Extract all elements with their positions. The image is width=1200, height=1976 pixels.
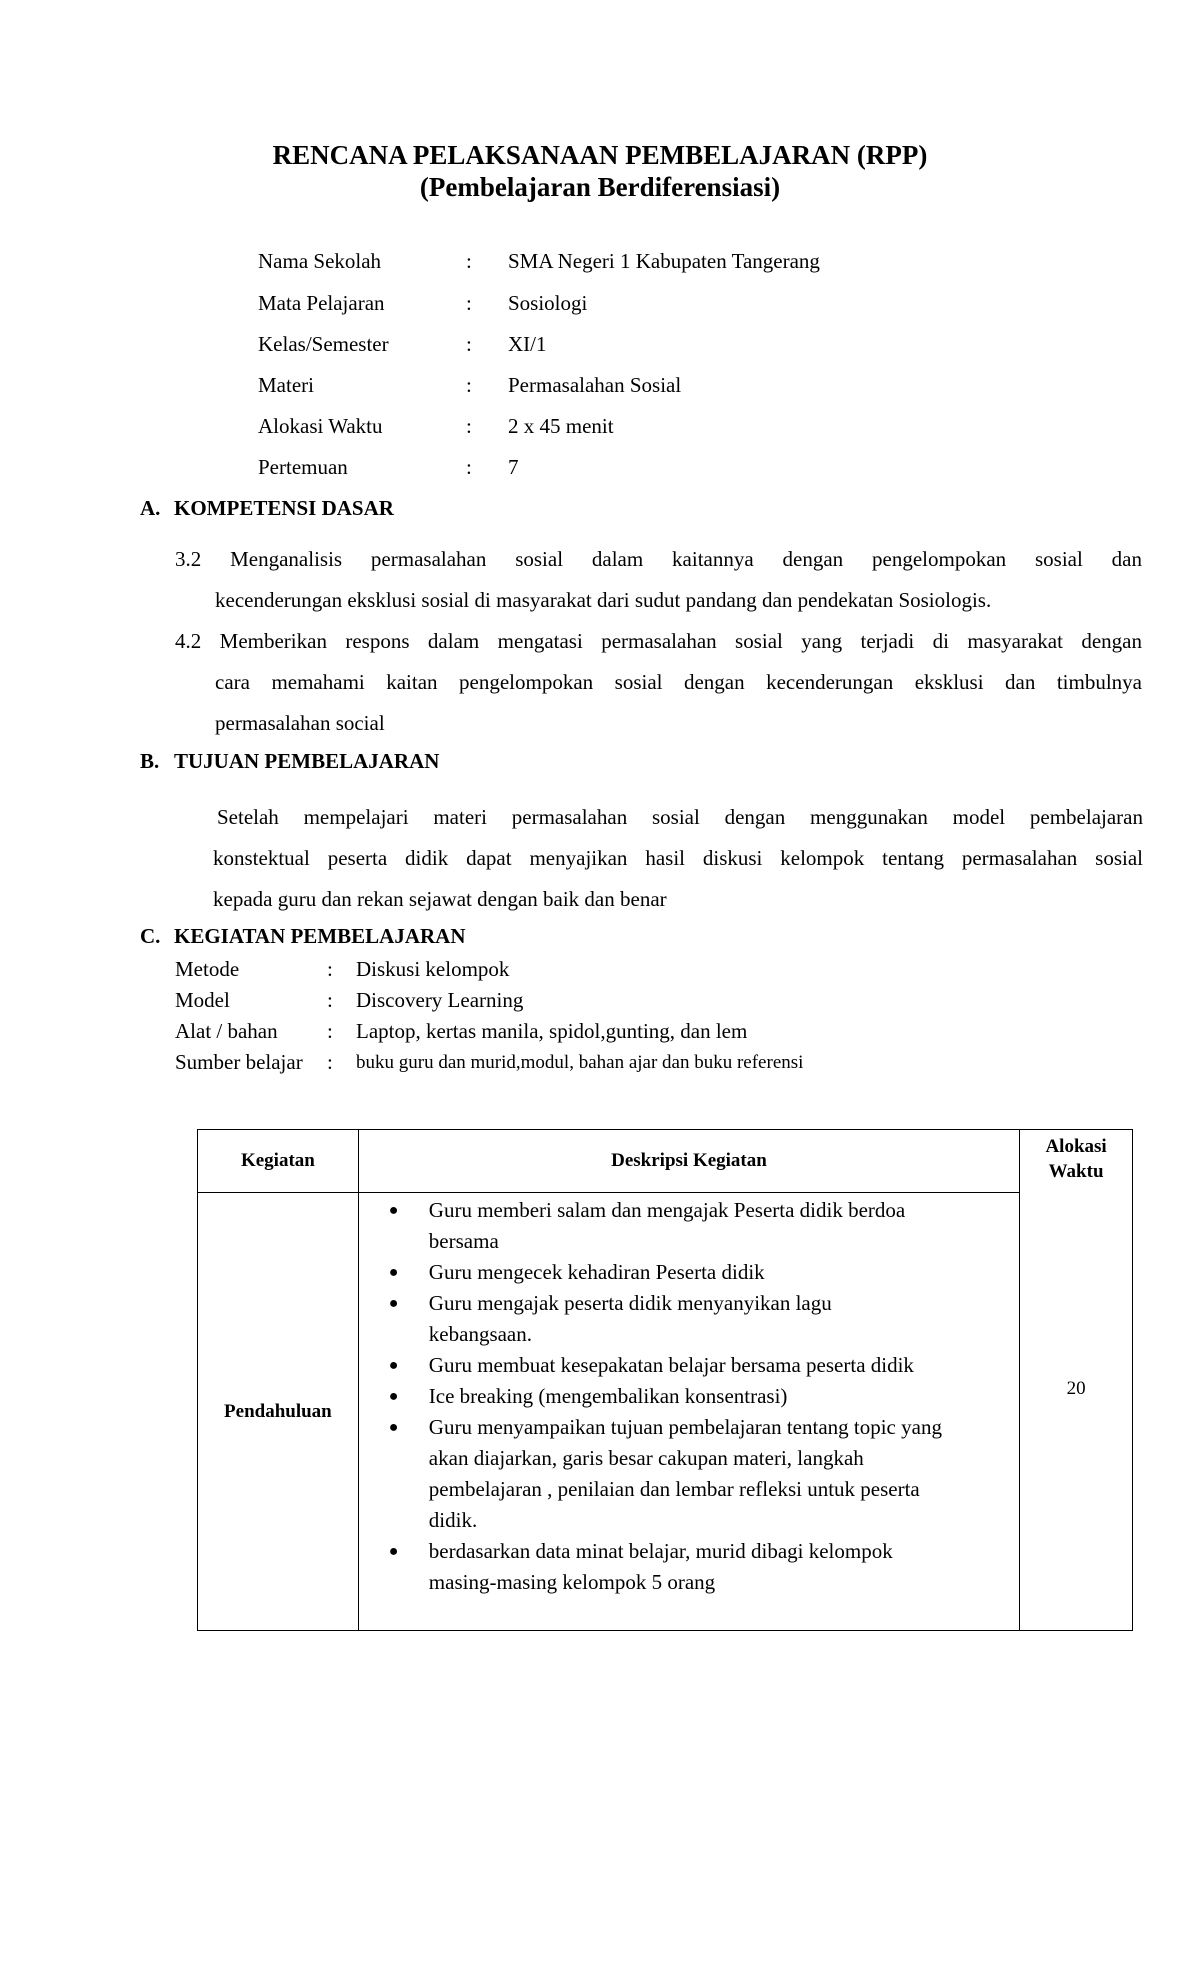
tujuan-line: Setelah mempelajari materi permasalahan sosial dengan menggunakan model pembelajaran [217,805,1143,829]
item-line: akan diajarkan, garis besar cakupan materi, langkah [428,1446,864,1470]
identity-colon: : [466,249,472,273]
list-item [389,1350,1019,1381]
kd2-line: cara memahami kaitan pengelompokan sosial dengan kecenderungan eksklusi dan timbulnya [215,670,1142,694]
item-line: Guru menyampaikan tujuan pembelajaran tentang topic yang [428,1415,942,1439]
meta-label: Sumber belajar [175,1050,303,1074]
document-title: RENCANA PELAKSANAAN PEMBELAJARAN (RPP) [272,140,928,170]
header-alokasi-line: Waktu [1048,1161,1104,1182]
section-letter: B. [140,749,160,773]
bullet-icon: ● [388,1419,399,1436]
cell-deskripsi [358,1193,1019,1631]
bullet-icon: ● [388,1202,399,1219]
identity-value: SMA Negeri 1 Kabupaten Tangerang [508,249,820,273]
kompetensi-dasar-1 [175,539,1142,621]
tujuan-line: konstektual peserta didik dapat menyajikan hasil diskusi kelompok tentang permasalahan sosial [213,846,1143,870]
meta-value: Discovery Learning [356,988,524,1012]
kd1-line: kecenderungan eksklusi sosial di masyarakat dari sudut pandang dan pendekatan Sosiologis. [215,588,992,612]
cell-kegiatan: Pendahuluan [198,1193,359,1631]
list-item [389,1257,1019,1288]
item-line: berdasarkan data minat belajar, murid dibagi kelompok [428,1539,893,1563]
header-kegiatan: Kegiatan [198,1130,359,1193]
item-line: Ice breaking (mengembalikan konsentrasi) [428,1384,788,1408]
list-item [389,1381,1019,1412]
header-alokasi-line: Alokasi [1045,1136,1107,1157]
identity-label: Mata Pelajaran [258,291,385,315]
section-b-heading [140,746,439,776]
document-subtitle: (Pembelajaran Berdiferensiasi) [419,172,781,202]
meta-colon: : [327,988,333,1012]
identity-colon: : [466,373,472,397]
item-line: Guru mengecek kehadiran Peserta didik [428,1260,765,1284]
section-title: TUJUAN PEMBELAJARAN [174,749,440,773]
identity-value: Sosiologi [508,291,588,315]
identity-label: Nama Sekolah [258,249,382,273]
identity-label: Materi [258,373,314,397]
header-deskripsi: Deskripsi Kegiatan [358,1130,1019,1193]
section-c-heading [140,921,466,951]
kd2-line: permasalahan social [215,711,385,735]
meta-value: Laptop, kertas manila, spidol,gunting, dan lem [356,1019,748,1043]
section-letter: A. [140,496,161,520]
bullet-icon: ● [388,1357,399,1374]
meta-colon: : [327,1050,333,1074]
identity-label: Alokasi Waktu [258,414,383,438]
identity-value: 7 [508,455,519,479]
identity-colon: : [466,332,472,356]
identity-value: XI/1 [508,332,547,356]
identity-label: Pertemuan [258,455,348,479]
activity-list [359,1195,1019,1598]
bullet-icon: ● [388,1388,399,1405]
identity-colon: : [466,455,472,479]
item-line: bersama [428,1229,499,1253]
kd2-line: 4.2 Memberikan respons dalam mengatasi permasalahan sosial yang terjadi di masyarakat dengan [175,629,1142,653]
meta-label: Metode [175,957,240,981]
table-header-row [198,1130,1133,1193]
header-alokasi [1020,1130,1133,1631]
meta-value: buku guru dan murid,modul, bahan ajar dan buku referensi [356,1052,804,1073]
meta-label: Alat / bahan [175,1019,278,1043]
item-line: didik. [428,1508,478,1532]
section-a-heading [140,493,394,523]
tujuan-line: kepada guru dan rekan sejawat dengan baik dan benar [213,887,667,911]
kd1-line: 3.2 Menganalisis permasalahan sosial dalam kaitannya dengan pengelompokan sosial dan [175,547,1142,571]
item-line: masing-masing kelompok 5 orang [428,1570,716,1594]
item-line: pembelajaran , penilaian dan lembar refleksi untuk peserta [428,1477,920,1501]
section-letter: C. [140,924,161,948]
meta-label: Model [175,988,230,1012]
item-line: Guru memberi salam dan mengajak Peserta didik berdoa [428,1198,906,1222]
identity-colon: : [466,291,472,315]
item-line: Guru mengajak peserta didik menyanyikan lagu [428,1291,832,1315]
list-item [389,1195,1019,1257]
list-item [389,1412,1019,1536]
section-title: KEGIATAN PEMBELAJARAN [174,924,466,948]
table-row [198,1193,1133,1631]
identity-value: 2 x 45 menit [508,414,614,438]
identity-value: Permasalahan Sosial [508,373,682,397]
meta-value: Diskusi kelompok [356,957,510,981]
section-title: KOMPETENSI DASAR [174,496,394,520]
identity-label: Kelas/Semester [258,332,389,356]
item-line: Guru membuat kesepakatan belajar bersama peserta didik [428,1353,914,1377]
list-item [389,1288,1019,1350]
meta-colon: : [327,957,333,981]
bullet-icon: ● [388,1264,399,1281]
identity-colon: : [466,414,472,438]
meta-colon: : [327,1019,333,1043]
item-line: kebangsaan. [428,1322,533,1346]
list-item [389,1536,1019,1598]
bullet-icon: ● [388,1295,399,1312]
alokasi-value: 20 [1066,1378,1086,1399]
bullet-icon: ● [388,1543,399,1560]
kompetensi-dasar-2 [175,621,1142,744]
kegiatan-table [197,1129,1133,1631]
tujuan-pembelajaran [213,797,1143,920]
